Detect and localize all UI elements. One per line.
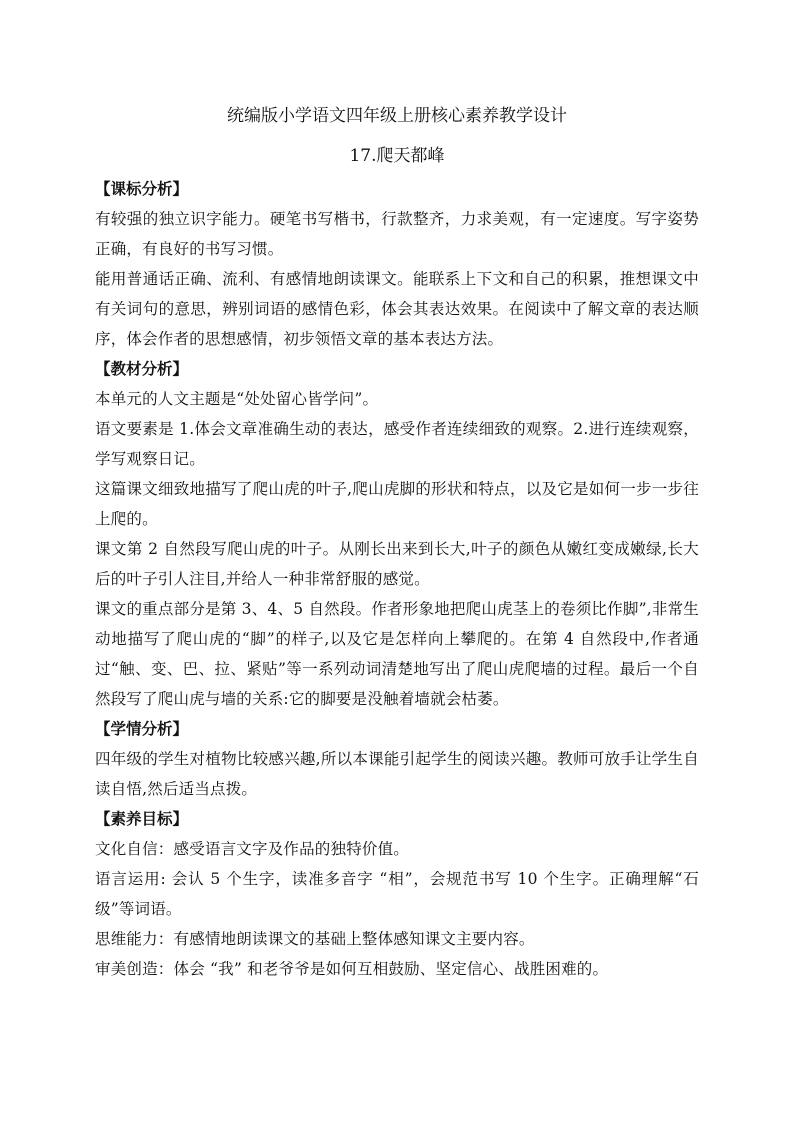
- paragraph: 有较强的独立识字能力。硬笔书写楷书，行款整齐，力求美观，有一定速度。写字姿势正确，有良好的书写习惯。: [95, 210, 699, 258]
- section-curriculum-analysis: [95, 174, 699, 354]
- document-title: 统编版小学语文四年级上册核心素养教学设计: [227, 106, 567, 126]
- paragraph: 审美创造：体会 “我” 和老爷爷是如何互相鼓励、坚定信心、战胜困难的。: [95, 960, 609, 978]
- paragraph: 语文要素是 1.体会文章准确生动的表达，感受作者连续细致的观察。2.进行连续观察，学写观察日记。: [95, 420, 699, 468]
- paragraph: 四年级的学生对植物比较感兴趣,所以本课能引起学生的阅读兴趣。教师可放手让学生自读自悟,然后适当点拨。: [95, 750, 699, 798]
- section-heading: 【教材分析】: [95, 360, 189, 378]
- paragraph: 能用普通话正确、流利、有感情地朗读课文。能联系上下文和自己的积累，推想课文中有关词句的意思，辨别词语的感情色彩，体会其表达效果。在阅读中了解文章的表达顺序，体会作者的思想感情，初步领悟文章的基本表达方法。: [95, 270, 699, 348]
- paragraph: 这篇课文细致地描写了爬山虎的叶子,爬山虎脚的形状和特点，以及它是如何一步一步往上爬的。: [95, 480, 699, 528]
- section-literacy-goals: [95, 804, 699, 984]
- section-heading: 【素养目标】: [95, 810, 189, 828]
- section-student-analysis: [95, 714, 699, 804]
- paragraph: 文化自信：感受语言文字及作品的独特价值。: [95, 840, 410, 858]
- paragraph: 语言运用: 会认 5 个生字，读准多音字 “相”，会规范书写 10 个生字。正确理解“石级”等词语。: [95, 870, 699, 918]
- paragraph: 本单元的人文主题是“处处留心皆学问”。: [95, 390, 379, 408]
- section-heading: 【学情分析】: [95, 720, 189, 738]
- paragraph: 课文的重点部分是第 3、4、5 自然段。作者形象地把爬山虎茎上的卷须比作脚”,非常生动地描写了爬山虎的“脚”的样子,以及它是怎样向上攀爬的。在第 4 自然段中,作者通过“触、变、巴、拉、紧贴”等一系列动词清楚地写出了爬山虎爬墙的过程。最后一个自然段写了爬山虎与墙的关系:它的脚要是没触着墙就会枯萎。: [95, 600, 699, 708]
- paragraph: 课文第 2 自然段写爬山虎的叶子。从刚长出来到长大,叶子的颜色从嫩红变成嫩绿,长大后的叶子引人注目,并给人一种非常舒服的感觉。: [95, 540, 699, 588]
- section-textbook-analysis: [95, 354, 699, 714]
- lesson-title: 17.爬天都峰: [349, 146, 445, 166]
- section-heading: 【课标分析】: [95, 180, 189, 198]
- paragraph: 思维能力：有感情地朗读课文的基础上整体感知课文主要内容。: [95, 930, 535, 948]
